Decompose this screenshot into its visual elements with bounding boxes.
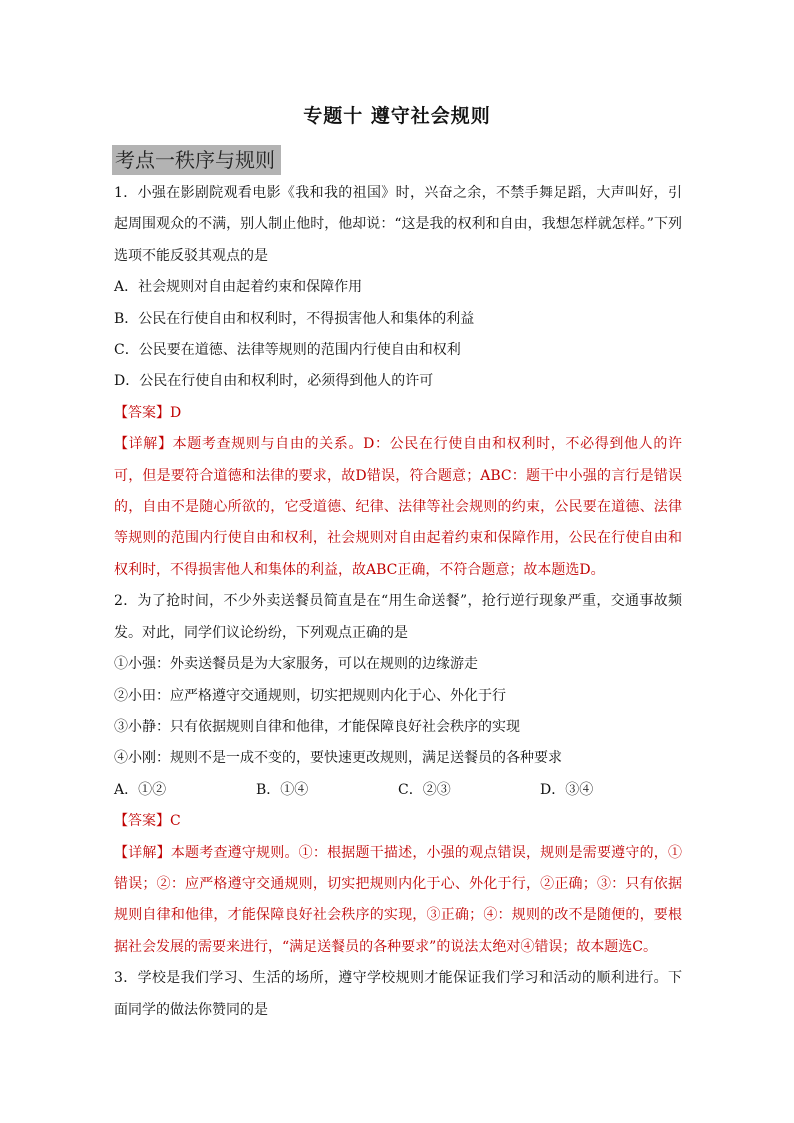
detail-label: 【详解】 — [114, 844, 171, 861]
question-2-statement-4: ④小刚：规则不是一成不变的，要快速更改规则，满足送餐员的各种要求 — [114, 750, 562, 767]
question-2-statement-3: ③小静：只有依据规则自律和他律，才能保障良好社会秩序的实现 — [114, 718, 520, 735]
question-2-detail — [114, 838, 682, 964]
question-1-option-d: D．公民在行使自由和权利时，必须得到他人的许可 — [114, 373, 434, 390]
question-1-option-b: B．公民在行使自由和权利时，不得损害他人和集体的利益 — [114, 310, 475, 327]
question-2-stem: 2．为了抢时间，不少外卖送餐员简直是在“用生命送餐”，抢行逆行现象严重，交通事故频发。对此，同学们议论纷纷，下列观点正确的是 — [114, 593, 682, 641]
question-2-option-a: A．①② — [114, 781, 167, 798]
question-2-options — [114, 775, 682, 806]
question-1-answer — [114, 398, 682, 429]
question-1-option-a: A．社会规则对自由起着约束和保障作用 — [114, 279, 363, 296]
question-2-statement-1: ①小强：外卖送餐员是为大家服务，可以在规则的边缘游走 — [114, 656, 478, 673]
document-body — [114, 178, 682, 1026]
question-2-option-b: B．①④ — [256, 781, 309, 798]
question-2-answer — [114, 806, 682, 837]
section-heading: 考点一秩序与规则 — [112, 145, 281, 175]
detail-label: 【详解】 — [114, 436, 173, 453]
answer-value: D — [170, 404, 182, 421]
answer-label: 【答案】 — [114, 813, 170, 830]
question-3-stem: 3．学校是我们学习、生活的场所，遵守学校规则才能保证我们学习和活动的顺利进行。下面同学的做法你赞同的是 — [114, 970, 682, 1018]
question-2-option-d: D．③④ — [540, 781, 594, 798]
detail-text: 本题考查规则与自由的关系。D：公民在行使自由和权利时，不必得到他人的许可，但是要符合道德和法律的要求，故D错误，符合题意；ABC：题干中小强的言行是错误的，自由不是随心所欲的，它受道德、纪律、法律等社会规则的约束，公民要在道德、法律等规则的范围内行使自由和权利，社会规则对自由起着约束和保障作用，公民在行使自由和权利时，不得损害他人和集体的利益，故ABC正确，不符合题意；故本题选D。 — [114, 436, 682, 578]
question-1-option-c: C．公民要在道德、法律等规则的范围内行使自由和权利 — [114, 342, 461, 359]
answer-label: 【答案】 — [114, 404, 170, 421]
detail-text: 本题考查遵守规则。①：根据题干描述，小强的观点错误，规则是需要遵守的，①错误；②：应严格遵守交通规则，切实把规则内化于心、外化于行，②正确；③：只有依据规则自律和他律，才能保障良好社会秩序的实现，③正确；④：规则的改不是随便的，要根据社会发展的需要来进行，“满足送餐员的各种要求”的说法太绝对④错误；故本题选C。 — [114, 844, 683, 955]
question-2-option-c: C．②③ — [398, 781, 451, 798]
question-2-statement-2: ②小田：应严格遵守交通规则，切实把规则内化于心、外化于行 — [114, 687, 506, 704]
question-1-detail — [114, 429, 682, 586]
answer-value: C — [170, 813, 181, 830]
page-title: 专题十 遵守社会规则 — [303, 105, 491, 127]
question-1-stem: 1．小强在影剧院观看电影《我和我的祖国》时，兴奋之余，不禁手舞足蹈，大声叫好，引起周围观众的不满，别人制止他时，他却说：“这是我的权利和自由，我想怎样就怎样。”下列选项不能反驳其观点的是 — [114, 185, 682, 264]
